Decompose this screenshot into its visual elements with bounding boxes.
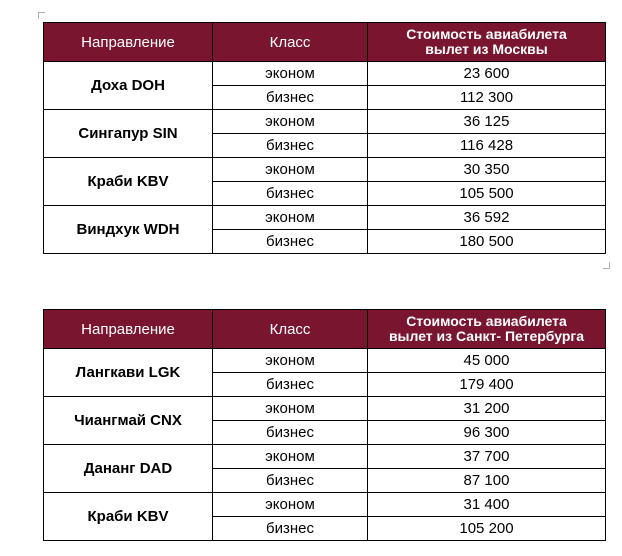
class-cell: эконом	[213, 397, 368, 421]
class-cell: эконом	[213, 349, 368, 373]
class-cell: бизнес	[213, 373, 368, 397]
table-anchor-mark	[38, 12, 45, 19]
price-cell: 45 000	[368, 349, 606, 373]
destination-cell: Дананг DAD	[44, 445, 213, 493]
price-cell: 31 200	[368, 397, 606, 421]
class-cell: бизнес	[213, 421, 368, 445]
table-row	[44, 158, 606, 182]
table-row	[44, 493, 606, 517]
price-cell: 116 428	[368, 134, 606, 158]
price-cell: 31 400	[368, 493, 606, 517]
class-cell: бизнес	[213, 517, 368, 541]
class-cell: эконом	[213, 445, 368, 469]
header-class: Класс	[213, 310, 368, 349]
price-cell: 112 300	[368, 86, 606, 110]
destination-cell: Лангкави LGK	[44, 349, 213, 397]
table-row	[44, 445, 606, 469]
price-cell: 37 700	[368, 445, 606, 469]
price-cell: 36 592	[368, 206, 606, 230]
price-cell: 96 300	[368, 421, 606, 445]
class-cell: эконом	[213, 206, 368, 230]
header-price-line1: Стоимость авиабилета	[406, 26, 567, 42]
price-cell: 23 600	[368, 62, 606, 86]
destination-cell: Сингапур SIN	[44, 110, 213, 158]
price-cell: 179 400	[368, 373, 606, 397]
class-cell: бизнес	[213, 134, 368, 158]
class-cell: эконом	[213, 110, 368, 134]
header-price-line2: вылет из Санкт- Петербурга	[388, 328, 585, 344]
header-price-line1: Стоимость авиабилета	[406, 313, 567, 329]
class-cell: эконом	[213, 62, 368, 86]
price-cell: 30 350	[368, 158, 606, 182]
header-class: Класс	[213, 23, 368, 62]
price-cell: 180 500	[368, 230, 606, 254]
class-cell: эконом	[213, 493, 368, 517]
table-row	[44, 349, 606, 373]
class-cell: бизнес	[213, 469, 368, 493]
table-row	[44, 206, 606, 230]
header-price	[368, 310, 606, 349]
class-cell: бизнес	[213, 182, 368, 206]
table-row	[44, 62, 606, 86]
header-direction: Направление	[44, 310, 213, 349]
price-cell: 105 500	[368, 182, 606, 206]
price-cell: 36 125	[368, 110, 606, 134]
header-price	[368, 23, 606, 62]
table-row	[44, 397, 606, 421]
price-cell: 105 200	[368, 517, 606, 541]
destination-cell: Доха DOH	[44, 62, 213, 110]
class-cell: эконом	[213, 158, 368, 182]
table-row	[44, 110, 606, 134]
price-cell: 87 100	[368, 469, 606, 493]
header-direction: Направление	[44, 23, 213, 62]
header-price-line2: вылет из Москвы	[425, 41, 548, 57]
class-cell: бизнес	[213, 230, 368, 254]
class-cell: бизнес	[213, 86, 368, 110]
destination-cell: Краби KBV	[44, 158, 213, 206]
destination-cell: Виндхук WDH	[44, 206, 213, 254]
table-header-row	[44, 310, 606, 349]
table-resize-handle[interactable]	[603, 262, 610, 269]
destination-cell: Краби KBV	[44, 493, 213, 541]
table-header-row	[44, 23, 606, 62]
spb-fares-table	[43, 309, 606, 541]
moscow-fares-table	[43, 22, 606, 254]
destination-cell: Чиангмай CNX	[44, 397, 213, 445]
